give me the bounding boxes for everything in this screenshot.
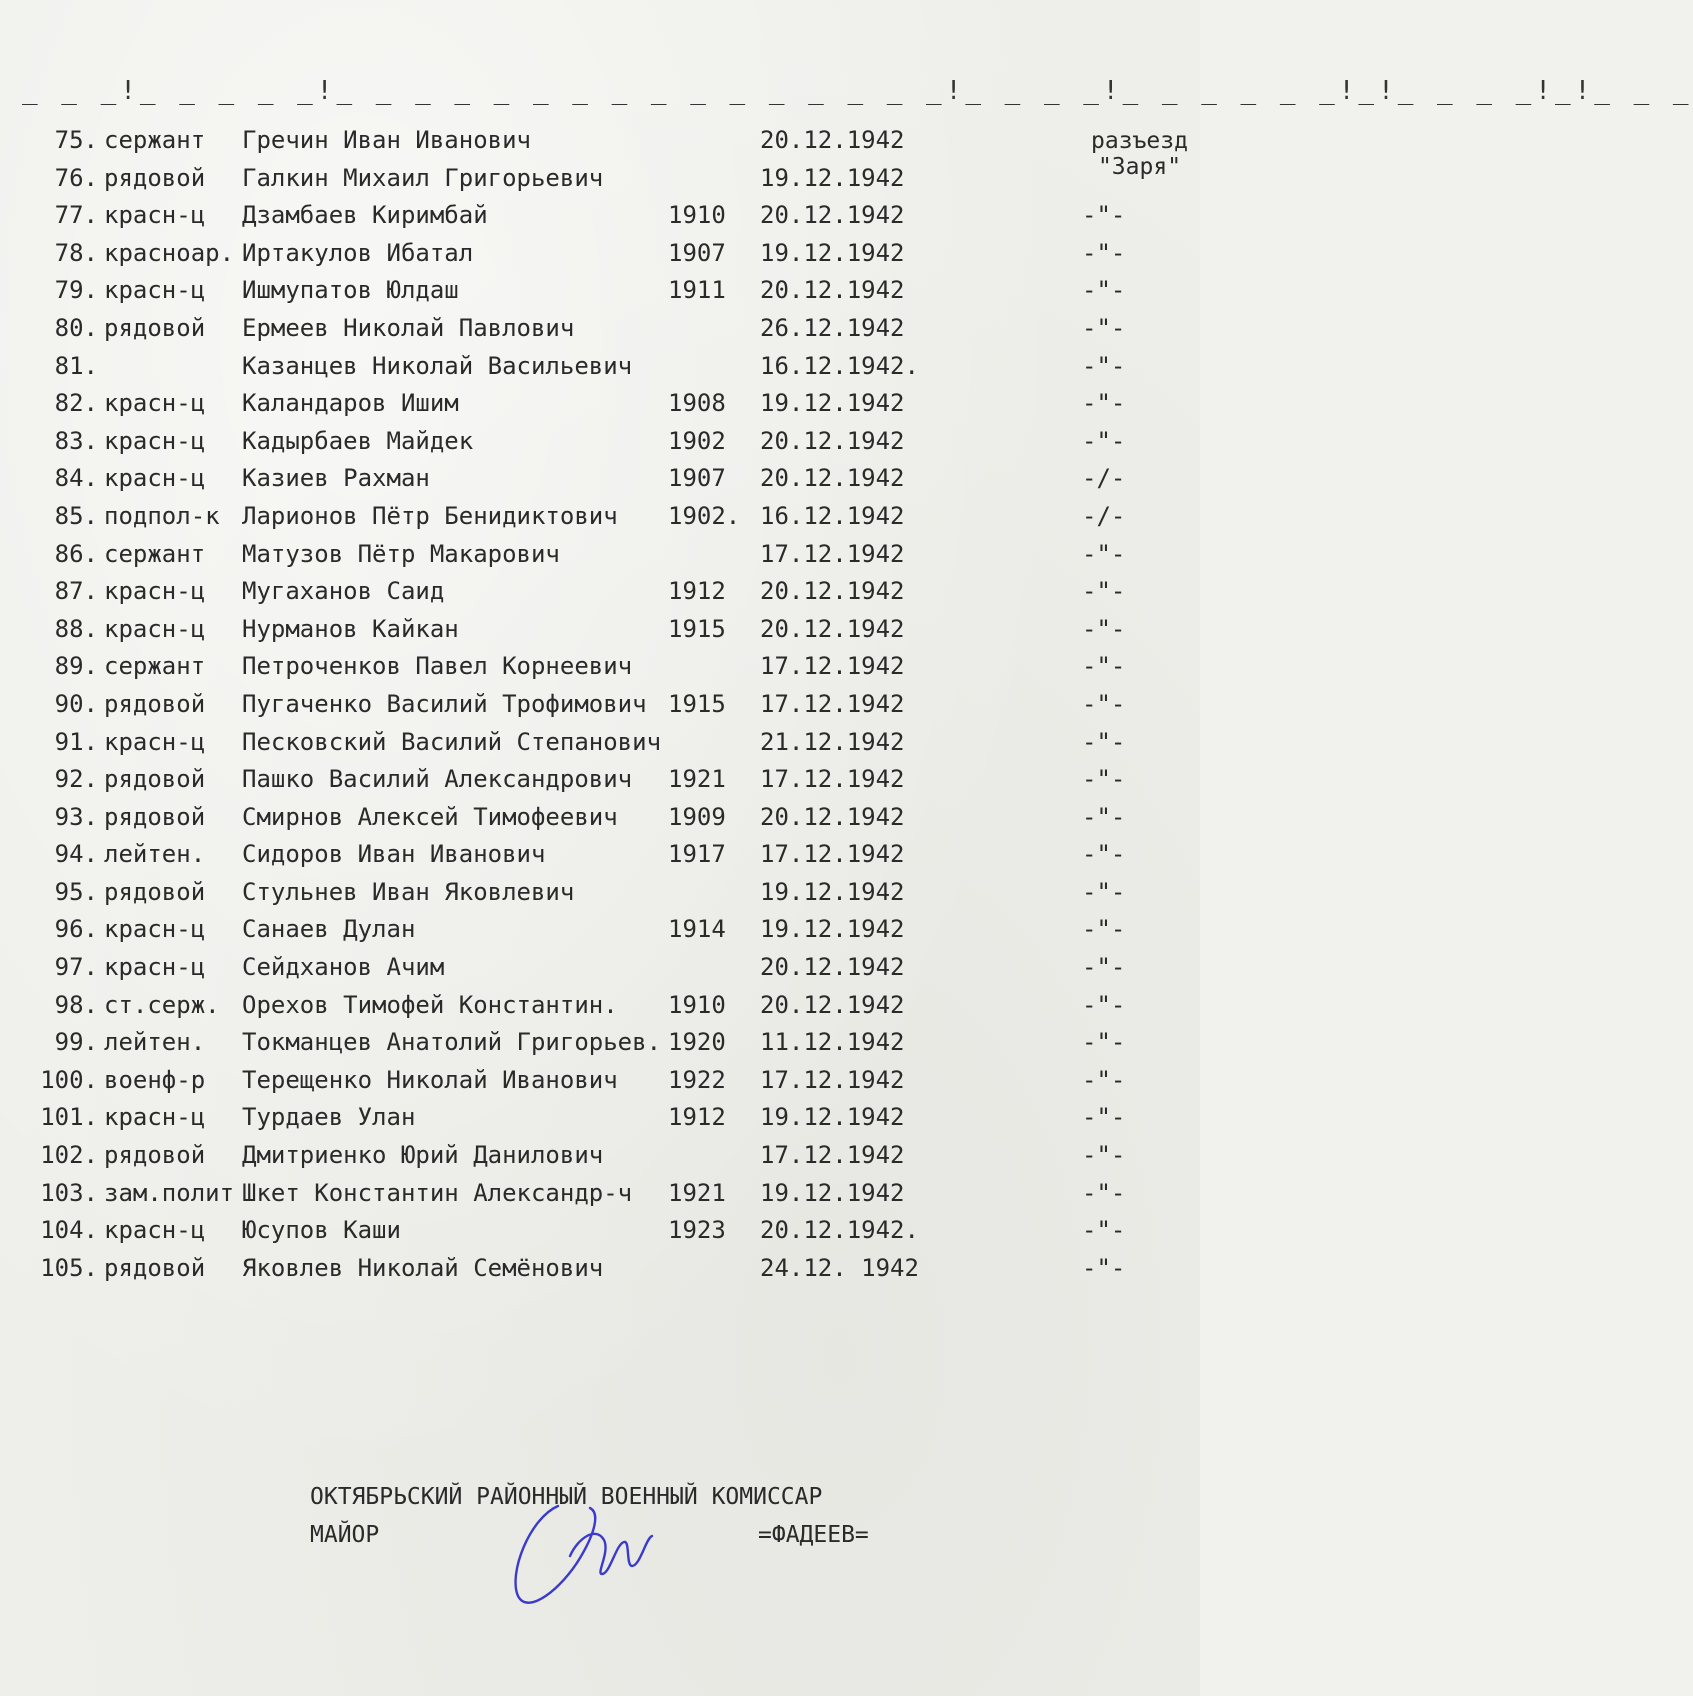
row-date: 19.12.1942: [760, 1178, 905, 1207]
table-row: [0, 310, 1200, 348]
table-row: [0, 686, 1200, 724]
row-rank: лейтен.: [104, 1028, 206, 1057]
row-date: 17.12.1942: [760, 840, 905, 869]
row-num: 102.: [40, 1141, 98, 1170]
row-name: Яковлев Николай Семёнович: [242, 1253, 604, 1282]
row-year: 1921: [668, 765, 726, 794]
row-year: 1902: [668, 426, 726, 455]
row-date: 26.12.1942: [760, 313, 905, 342]
row-date: 20.12.1942: [760, 577, 905, 606]
row-num: 87.: [54, 577, 98, 606]
table-row: [0, 648, 1200, 686]
commissar-rank: МАЙОР: [310, 1522, 380, 1548]
row-year: 1915: [668, 614, 726, 643]
row-date: 17.12.1942: [760, 1141, 905, 1170]
table-row: [0, 573, 1200, 611]
row-year: 1912: [668, 577, 726, 606]
row-num: 94.: [54, 840, 98, 869]
row-num: 99.: [54, 1028, 98, 1057]
row-year: 1911: [668, 276, 726, 305]
row-name: Нурманов Кайкан: [242, 614, 459, 643]
row-rank: красн-ц: [104, 389, 206, 418]
row-date: 17.12.1942: [760, 765, 905, 794]
row-num: 88.: [54, 614, 98, 643]
table-row: [0, 122, 1200, 160]
row-year: 1908: [668, 389, 726, 418]
row-num: 101.: [40, 1103, 98, 1132]
row-rank: красн-ц: [104, 464, 206, 493]
row-rank: рядовой: [104, 1141, 206, 1170]
row-year: 1912: [668, 1103, 726, 1132]
row-num: 81.: [54, 351, 98, 380]
row-place: -"-: [1082, 351, 1126, 380]
row-place: -"-: [1082, 238, 1126, 267]
row-date: 20.12.1942: [760, 990, 905, 1019]
table-row: [0, 235, 1200, 273]
row-name: Гречин Иван Иванович: [242, 126, 531, 154]
row-name: Пугаченко Василий Трофимович: [242, 689, 647, 718]
row-num: 91.: [54, 727, 98, 756]
row-year: 1914: [668, 915, 726, 944]
row-date: 17.12.1942: [760, 689, 905, 718]
row-date: 17.12.1942: [760, 1065, 905, 1094]
table-row: [0, 1099, 1200, 1137]
row-year: 1915: [668, 689, 726, 718]
row-place: -"-: [1082, 313, 1126, 342]
row-date: 20.12.1942: [760, 201, 905, 230]
casualty-list: [0, 122, 1200, 1287]
row-rank: рядовой: [104, 765, 206, 794]
row-rank: красн-ц: [104, 201, 206, 230]
table-row: [0, 1175, 1200, 1213]
row-place: -"-: [1082, 727, 1126, 756]
row-name: Смирнов Алексей Тимофеевич: [242, 802, 618, 831]
row-num: 93.: [54, 802, 98, 831]
row-name: Сидоров Иван Иванович: [242, 840, 546, 869]
row-num: 98.: [54, 990, 98, 1019]
row-name: Ермеев Николай Павлович: [242, 313, 575, 342]
row-name: Казиев Рахман: [242, 464, 430, 493]
table-row: [0, 423, 1200, 461]
row-name: Санаев Дулан: [242, 915, 416, 944]
row-place: -"-: [1082, 689, 1126, 718]
row-num: 79.: [54, 276, 98, 305]
row-name: Шкет Константин Александр-ч: [242, 1178, 633, 1207]
table-row: [0, 1024, 1200, 1062]
row-place: -"-: [1082, 1178, 1126, 1207]
row-name: Терещенко Николай Иванович: [242, 1065, 618, 1094]
row-place: -"-: [1082, 802, 1126, 831]
row-date: 16.12.1942.: [760, 351, 919, 380]
row-year: 1921: [668, 1178, 726, 1207]
row-rank: красн-ц: [104, 577, 206, 606]
row-rank: ст.серж.: [104, 990, 220, 1019]
row-num: 100.: [40, 1065, 98, 1094]
row-date: 19.12.1942: [760, 163, 905, 192]
row-place: -"-: [1082, 765, 1126, 794]
row-num: 105.: [40, 1253, 98, 1282]
row-name: Пашко Василий Александрович: [242, 765, 633, 794]
row-place: -"-: [1082, 1253, 1126, 1282]
row-name: Песковский Василий Степанович: [242, 727, 662, 756]
row-rank: красн-ц: [104, 614, 206, 643]
row-rank: сержант: [104, 539, 206, 568]
table-row: [0, 272, 1200, 310]
row-name: Ишмупатов Юлдаш: [242, 276, 459, 305]
row-date: 21.12.1942: [760, 727, 905, 756]
table-row: [0, 1250, 1200, 1288]
row-place: -/-: [1082, 464, 1126, 493]
row-rank: красн-ц: [104, 276, 206, 305]
row-year: 1910: [668, 990, 726, 1019]
row-date: 20.12.1942.: [760, 1216, 919, 1245]
row-name: Турдаев Улан: [242, 1103, 416, 1132]
row-place: -"-: [1082, 1216, 1126, 1245]
row-rank: красн-ц: [104, 1216, 206, 1245]
row-year: 1907: [668, 238, 726, 267]
row-rank: красн-ц: [104, 953, 206, 982]
row-num: 89.: [54, 652, 98, 681]
row-year: 1917: [668, 840, 726, 869]
signature-block: [310, 1478, 910, 1554]
table-row: [0, 536, 1200, 574]
row-name: Иртакулов Ибатал: [242, 238, 474, 267]
row-name: Казанцев Николай Васильевич: [242, 351, 633, 380]
row-rank: красн-ц: [104, 426, 206, 455]
row-name: Сейдханов Ачим: [242, 953, 445, 982]
row-num: 104.: [40, 1216, 98, 1245]
row-year: 1902.: [668, 501, 741, 530]
row-num: 77.: [54, 201, 98, 230]
row-num: 103.: [40, 1178, 98, 1207]
row-date: 17.12.1942: [760, 652, 905, 681]
table-row: [0, 160, 1200, 198]
row-rank: красн-ц: [104, 915, 206, 944]
row-name: Дзамбаев Киримбай: [242, 201, 488, 230]
row-name: Ларионов Пётр Бенидиктович: [242, 501, 618, 530]
row-rank: лейтен.: [104, 840, 206, 869]
header-column-rule: _ _ _!_ _ _ _ _!_ _ _ _ _ _ _ _ _ _ _ _ _ _ _ _!_ _ _ _!_ _ _ _ _ _!_!_ _ _ _!_!_ _ _: [22, 76, 1693, 106]
row-rank: рядовой: [104, 877, 206, 906]
row-date: 19.12.1942: [760, 915, 905, 944]
row-place: -"-: [1082, 614, 1126, 643]
row-year: 1907: [668, 464, 726, 493]
row-place: -"-: [1082, 652, 1126, 681]
row-place: -"-: [1082, 389, 1126, 418]
row-place: -"-: [1082, 840, 1126, 869]
table-row: [0, 385, 1200, 423]
row-num: 82.: [54, 389, 98, 418]
row-rank: зам.полит: [104, 1178, 235, 1207]
row-num: 96.: [54, 915, 98, 944]
row-rank: рядовой: [104, 163, 206, 192]
row-rank: рядовой: [104, 802, 206, 831]
row-rank: рядовой: [104, 313, 206, 342]
row-year: 1920: [668, 1028, 726, 1057]
row-name: Токманцев Анатолий Григорьев.: [242, 1028, 662, 1057]
row-num: 80.: [54, 313, 98, 342]
row-year: 1923: [668, 1216, 726, 1245]
row-name: Каландаров Ишим: [242, 389, 459, 418]
row-date: 20.12.1942: [760, 426, 905, 455]
table-row: [0, 761, 1200, 799]
row-place: -"-: [1082, 915, 1126, 944]
row-place: -"-: [1082, 877, 1126, 906]
row-rank: рядовой: [104, 689, 206, 718]
row-rank: сержант: [104, 652, 206, 681]
row-name: Мугаханов Саид: [242, 577, 445, 606]
place-heading-line: разъезд: [1091, 128, 1188, 154]
row-place: -"-: [1082, 1141, 1126, 1170]
row-place: -"-: [1082, 276, 1126, 305]
row-num: 86.: [54, 539, 98, 568]
row-num: 76.: [54, 163, 98, 192]
table-row: [0, 836, 1200, 874]
row-num: 90.: [54, 689, 98, 718]
row-date: 19.12.1942: [760, 238, 905, 267]
row-year: 1909: [668, 802, 726, 831]
table-row: [0, 1212, 1200, 1250]
table-row: [0, 460, 1200, 498]
row-date: 20.12.1942: [760, 126, 905, 154]
row-date: 20.12.1942: [760, 802, 905, 831]
table-row: [0, 611, 1200, 649]
row-date: 17.12.1942: [760, 539, 905, 568]
row-rank: подпол-к: [104, 501, 220, 530]
row-date: 19.12.1942: [760, 389, 905, 418]
row-date: 20.12.1942: [760, 464, 905, 493]
row-year: 1910: [668, 201, 726, 230]
row-rank: сержант: [104, 126, 206, 154]
commissar-title: ОКТЯБРЬСКИЙ РАЙОННЫЙ ВОЕННЫЙ КОМИССАР: [310, 1484, 823, 1510]
row-place: -"-: [1082, 539, 1126, 568]
row-date: 20.12.1942: [760, 276, 905, 305]
row-place: -"-: [1082, 953, 1126, 982]
row-date: 16.12.1942: [760, 501, 905, 530]
place-heading-line: "Заря": [1097, 154, 1182, 180]
table-row: [0, 498, 1200, 536]
row-name: Юсупов Каши: [242, 1216, 401, 1245]
row-date: 20.12.1942: [760, 614, 905, 643]
table-row: [0, 1062, 1200, 1100]
row-num: 84.: [54, 464, 98, 493]
row-name: Орехов Тимофей Константин.: [242, 990, 618, 1019]
table-row: [0, 874, 1200, 912]
row-name: Петроченков Павел Корнеевич: [242, 652, 633, 681]
row-date: 19.12.1942: [760, 877, 905, 906]
row-date: 11.12.1942: [760, 1028, 905, 1057]
table-row: [0, 987, 1200, 1025]
row-num: 95.: [54, 877, 98, 906]
row-year: 1922: [668, 1065, 726, 1094]
table-row: [0, 799, 1200, 837]
table-row: [0, 197, 1200, 235]
row-place: -"-: [1082, 1028, 1126, 1057]
row-place: -"-: [1082, 426, 1126, 455]
row-date: 20.12.1942: [760, 953, 905, 982]
row-rank: красноар.: [104, 238, 235, 267]
row-name: Галкин Михаил Григорьевич: [242, 163, 604, 192]
row-place: -/-: [1082, 501, 1126, 530]
row-num: 97.: [54, 953, 98, 982]
row-place: -"-: [1082, 201, 1126, 230]
table-row: [0, 949, 1200, 987]
row-rank: военф-р: [104, 1065, 206, 1094]
row-date: 24.12. 1942: [760, 1253, 919, 1282]
row-place: -"-: [1082, 990, 1126, 1019]
row-num: 75.: [54, 126, 98, 154]
table-row: [0, 1137, 1200, 1175]
row-num: 78.: [54, 238, 98, 267]
row-rank: красн-ц: [104, 727, 206, 756]
row-num: 92.: [54, 765, 98, 794]
table-row: [0, 724, 1200, 762]
row-name: Матузов Пётр Макарович: [242, 539, 560, 568]
commissar-surname: =ФАДЕЕВ=: [758, 1522, 869, 1548]
row-place: -"-: [1082, 1103, 1126, 1132]
table-row: [0, 348, 1200, 386]
row-place: -"-: [1082, 1065, 1126, 1094]
row-date: 19.12.1942: [760, 1103, 905, 1132]
row-num: 83.: [54, 426, 98, 455]
row-rank: красн-ц: [104, 1103, 206, 1132]
row-num: 85.: [54, 501, 98, 530]
row-rank: рядовой: [104, 1253, 206, 1282]
row-name: Дмитриенко Юрий Данилович: [242, 1141, 604, 1170]
table-row: [0, 911, 1200, 949]
row-name: Стульнев Иван Яковлевич: [242, 877, 575, 906]
row-name: Кадырбаев Майдек: [242, 426, 474, 455]
row-place: -"-: [1082, 577, 1126, 606]
